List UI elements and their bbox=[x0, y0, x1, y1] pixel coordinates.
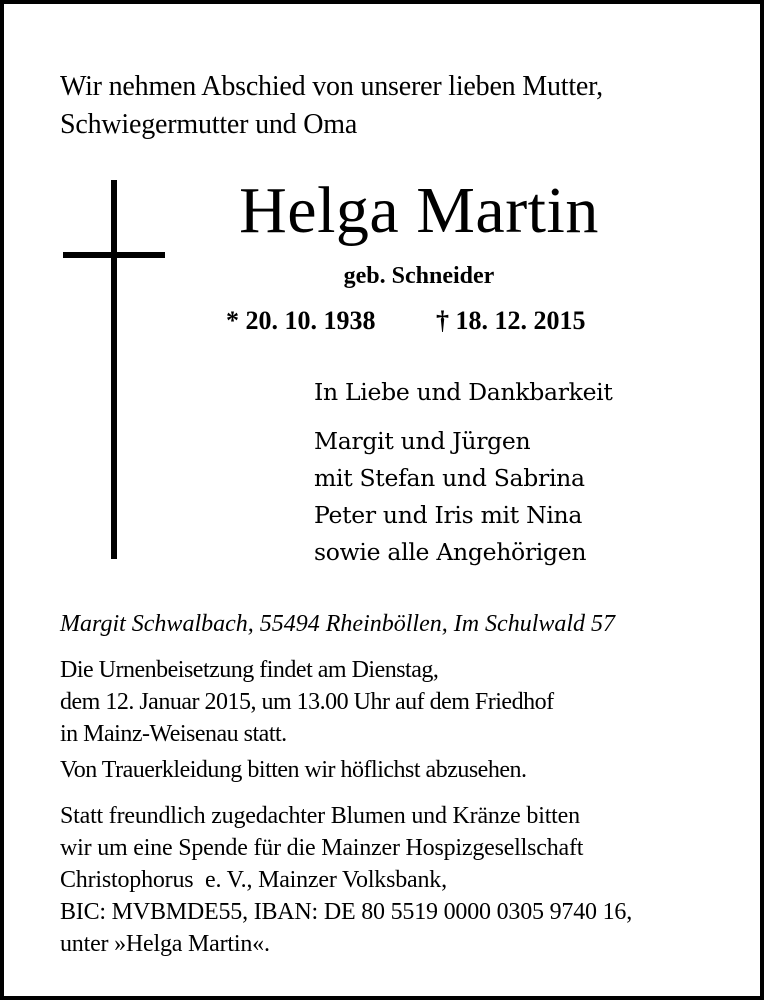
intro-line: Schwiegermutter und Oma bbox=[60, 109, 358, 140]
mourner-line: Margit und Jürgen bbox=[314, 427, 531, 455]
mourner-line: mit Stefan und Sabrina bbox=[314, 464, 585, 492]
mourner-line: Peter und Iris mit Nina bbox=[314, 501, 583, 529]
mourners-block bbox=[314, 374, 613, 571]
ceremony-line: dem 12. Januar 2015, um 13.00 Uhr auf dem Friedhof bbox=[60, 689, 554, 715]
spacer bbox=[314, 411, 613, 423]
family-address: Margit Schwalbach, 55494 Rheinböllen, Im Schulwald 57 bbox=[60, 611, 616, 637]
ceremony-info bbox=[60, 654, 554, 750]
ceremony-line: Die Urnenbeisetzung findet am Dienstag, bbox=[60, 657, 439, 683]
donation-line: Christophorus e. V., Mainzer Volksbank, bbox=[60, 867, 447, 893]
intro-text bbox=[60, 68, 603, 144]
donation-bank-details: BIC: MVBMDE55, IBAN: DE 80 5519 0000 0305 9740 16, bbox=[60, 899, 633, 925]
intro-line: Wir nehmen Abschied von unserer lieben Mutter, bbox=[60, 71, 603, 102]
ceremony-line: in Mainz-Weisenau statt. bbox=[60, 721, 287, 747]
mourner-line: sowie alle Angehörigen bbox=[314, 538, 587, 566]
donation-info bbox=[60, 800, 632, 960]
donation-line: wir um eine Spende für die Mainzer Hospizgesellschaft bbox=[60, 835, 584, 861]
donation-line: Statt freundlich zugedachter Blumen und Kränze bitten bbox=[60, 803, 580, 829]
deceased-name: Helga Martin bbox=[239, 174, 599, 247]
donation-line: unter »Helga Martin«. bbox=[60, 931, 270, 957]
maiden-name: geb. Schneider bbox=[343, 263, 495, 289]
cross-horizontal-bar bbox=[63, 252, 165, 258]
attire-request: Von Trauerkleidung bitten wir höflichst abzusehen. bbox=[60, 757, 527, 783]
mourners-heading: In Liebe und Dankbarkeit bbox=[314, 378, 613, 406]
cross-vertical-bar bbox=[111, 180, 117, 559]
birth-date: * 20. 10. 1938 bbox=[226, 306, 376, 335]
death-date: † 18. 12. 2015 bbox=[436, 306, 586, 335]
